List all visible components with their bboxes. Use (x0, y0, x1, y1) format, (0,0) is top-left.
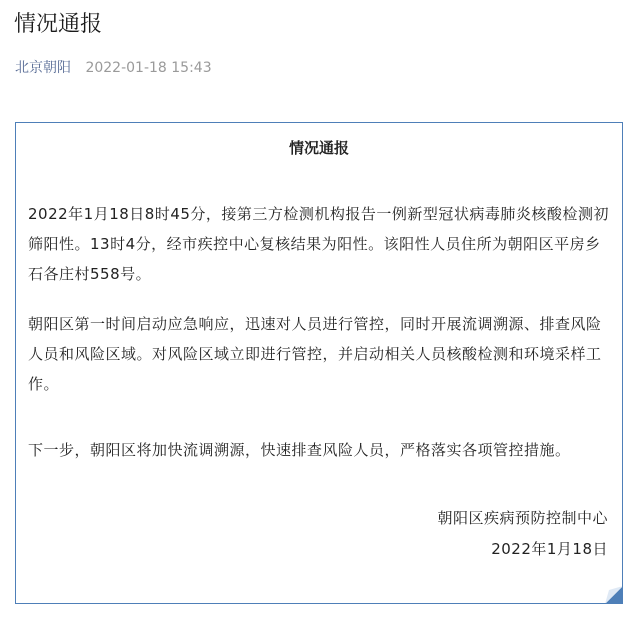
article-title: 情况通报 (14, 12, 103, 37)
source-account-link[interactable]: 北京朝阳 (15, 60, 71, 76)
notice-card (15, 122, 623, 604)
article-meta (15, 58, 212, 78)
corner-fold-icon (605, 586, 623, 604)
signature-organization: 朝阳区疾病预防控制中心 (437, 509, 608, 527)
publish-timestamp: 2022-01-18 15:43 (85, 60, 212, 76)
signature-date: 2022年1月18日 (491, 540, 608, 558)
notice-paragraph: 2022年1月18日8时45分，接第三方检测机构报告一例新型冠状病毒肺炎核酸检测初筛阳性。13时4分，经市疾控中心复核结果为阳性。该阳性人员住所为朝阳区平房乡石各庄村558号。 (28, 205, 609, 283)
notice-paragraph: 下一步，朝阳区将加快流调溯源，快速排查风险人员，严格落实各项管控措施。 (28, 441, 571, 459)
notice-paragraph: 朝阳区第一时间启动应急响应，迅速对人员进行管控，同时开展流调溯源、排查风险人员和风险区域。对风险区域立即进行管控，并启动相关人员核酸检测和环境采样工作。 (28, 315, 602, 393)
notice-heading: 情况通报 (288, 139, 349, 157)
